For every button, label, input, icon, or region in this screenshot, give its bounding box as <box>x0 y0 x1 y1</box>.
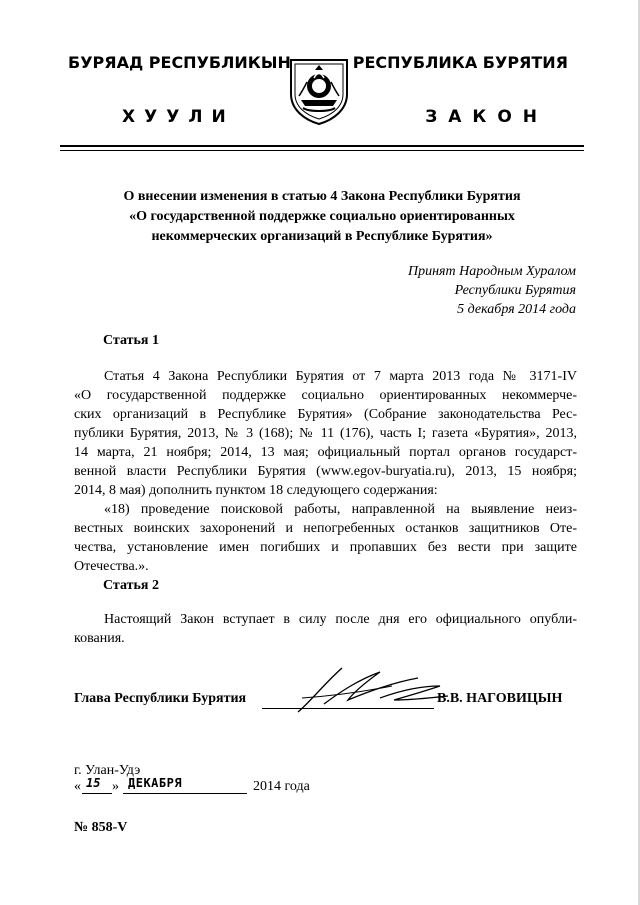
date-year: 2014 года <box>253 779 310 794</box>
adoption-note-line: Республики Бурятия <box>454 283 576 298</box>
signatory-name: В.В. НАГОВИЦЫН <box>437 691 563 706</box>
date-open-quote: « <box>74 779 81 794</box>
adoption-note-line: Принят Народным Хуралом <box>407 264 576 279</box>
header-left-title: БУРЯАД РЕСПУБЛИКЫН <box>68 53 291 72</box>
date-close-quote: » <box>112 779 119 794</box>
article-1-line: 2014, 8 мая) дополнить пунктом 18 следующего содержания: <box>74 483 438 498</box>
article-1-line: вестных воинских захоронений и непогребенных останков защитников Оте- <box>74 521 577 536</box>
header-rule-thin <box>60 150 584 151</box>
header-right-doc-type: ЗАКОН <box>425 107 548 127</box>
article-1-heading: Статья 1 <box>103 333 159 348</box>
date-day-underline <box>82 793 112 794</box>
law-title-line: «О государственной поддержке социально ориентированных <box>129 209 515 224</box>
law-title-line: О внесении изменения в статью 4 Закона Республики Бурятия <box>123 189 521 204</box>
article-2-line: кования. <box>74 631 125 646</box>
article-2-text <box>74 610 577 648</box>
law-title <box>70 187 574 247</box>
signatory-position: Глава Республики Бурятия <box>74 691 247 706</box>
article-2-heading: Статья 2 <box>103 578 159 593</box>
header-right-title: РЕСПУБЛИКА БУРЯТИЯ <box>352 53 568 72</box>
article-1-line: Отечества.». <box>74 559 149 574</box>
law-title-line: некоммерческих организаций в Республике Бурятия» <box>151 229 493 244</box>
handwritten-signature-icon <box>262 662 452 720</box>
article-1-line: «18) проведение поисковой работы, направленной на выявление неиз- <box>104 502 577 517</box>
header-left-doc-type: ХУУЛИ <box>122 107 235 127</box>
article-1-line: ских организаций в Республике Бурятия» (Собрание законодательства Рес- <box>74 407 577 422</box>
article-1-line: публики Бурятия, 2013, № 3 (168); № 11 (176), часть I; газета «Бурятия», 2013, <box>74 426 577 441</box>
date-month-underline <box>123 793 247 794</box>
adoption-note-line: 5 декабря 2014 года <box>457 302 576 317</box>
article-1-line: «О государственной поддержке социально ориентированных некоммерче- <box>74 388 577 403</box>
article-1-line: венной власти Республики Бурятия (www.egov-buryatia.ru), 2013, 15 ноября; <box>74 464 577 479</box>
article-1-text <box>74 367 577 576</box>
article-1-line: чества, установление имен погибших и пропавших без вести при защите <box>74 540 577 555</box>
law-number: № 858-V <box>74 820 128 835</box>
coat-of-arms-icon <box>287 56 351 126</box>
article-1-line: 14 марта, 21 ноября; 2014, 13 мая; официальный портал органов государст- <box>74 445 577 460</box>
place-of-signing: г. Улан-Удэ <box>74 763 141 778</box>
date-month: ДЕКАБРЯ <box>128 776 183 790</box>
header-rule-thick <box>60 145 584 147</box>
date-day: 15 <box>86 776 101 790</box>
article-2-line: Настоящий Закон вступает в силу после дня его официального опубли- <box>104 612 577 627</box>
article-1-line: Статья 4 Закона Республики Бурятия от 7 марта 2013 года № 3171-IV <box>104 369 577 384</box>
adoption-note <box>408 262 576 319</box>
